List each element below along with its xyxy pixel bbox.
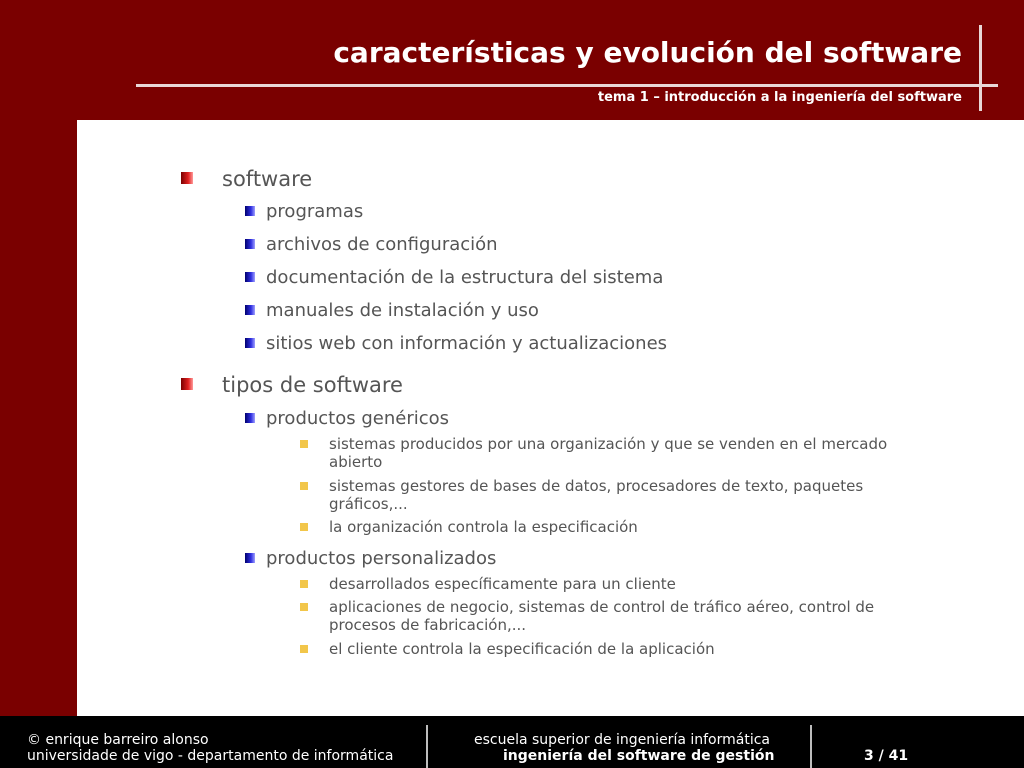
footer-affiliation: universidade de vigo - departamento de informática <box>27 748 394 764</box>
blue-square-bullet-icon <box>245 553 255 563</box>
content-panel <box>77 120 1024 716</box>
blue-square-bullet-icon <box>245 413 255 423</box>
page-number: 3 / 41 <box>864 748 909 764</box>
list-item: archivos de configuración <box>266 234 498 255</box>
list-item: documentación de la estructura del sistema <box>266 267 664 288</box>
footer-author: © enrique barreiro alonso <box>27 732 209 748</box>
list-item-continuation: procesos de fabricación,... <box>329 616 527 634</box>
slide-title: características y evolución del software <box>333 36 962 69</box>
footer-divider <box>426 725 428 768</box>
blue-square-bullet-icon <box>245 338 255 348</box>
yellow-square-bullet-icon <box>300 523 308 531</box>
footer-divider <box>810 725 812 768</box>
list-item: programas <box>266 201 364 222</box>
bullet-heading-software: software <box>222 167 313 191</box>
yellow-square-bullet-icon <box>300 440 308 448</box>
yellow-square-bullet-icon <box>300 603 308 611</box>
list-item: manuales de instalación y uso <box>266 300 539 321</box>
footer-school: escuela superior de ingeniería informática <box>474 732 770 748</box>
footer-bar <box>0 716 1024 768</box>
list-item-continuation: abierto <box>329 453 383 471</box>
red-square-bullet-icon <box>181 378 193 390</box>
yellow-square-bullet-icon <box>300 482 308 490</box>
blue-square-bullet-icon <box>245 239 255 249</box>
sub-heading-personalizados: productos personalizados <box>266 548 497 569</box>
red-square-bullet-icon <box>181 172 193 184</box>
slide-subtitle: tema 1 – introducción a la ingeniería del software <box>597 90 962 105</box>
list-item: el cliente controla la especificación de la aplicación <box>329 640 715 658</box>
sub-heading-genericos: productos genéricos <box>266 408 450 429</box>
list-item: sistemas gestores de bases de datos, procesadores de texto, paquetes <box>329 477 864 495</box>
list-item: sistemas producidos por una organización y que se venden en el mercado <box>329 435 888 453</box>
header-vertical-divider <box>979 25 982 111</box>
yellow-square-bullet-icon <box>300 645 308 653</box>
list-item: aplicaciones de negocio, sistemas de control de tráfico aéreo, control de <box>329 598 875 616</box>
footer-course: ingeniería del software de gestión <box>503 748 775 764</box>
list-item-continuation: gráficos,... <box>329 495 408 513</box>
blue-square-bullet-icon <box>245 272 255 282</box>
blue-square-bullet-icon <box>245 305 255 315</box>
yellow-square-bullet-icon <box>300 580 308 588</box>
header-divider <box>136 84 998 87</box>
list-item: sitios web con información y actualizaciones <box>266 333 668 354</box>
list-item: desarrollados específicamente para un cliente <box>329 575 676 593</box>
bullet-heading-tipos: tipos de software <box>222 373 403 397</box>
list-item: la organización controla la especificación <box>329 518 638 536</box>
blue-square-bullet-icon <box>245 206 255 216</box>
